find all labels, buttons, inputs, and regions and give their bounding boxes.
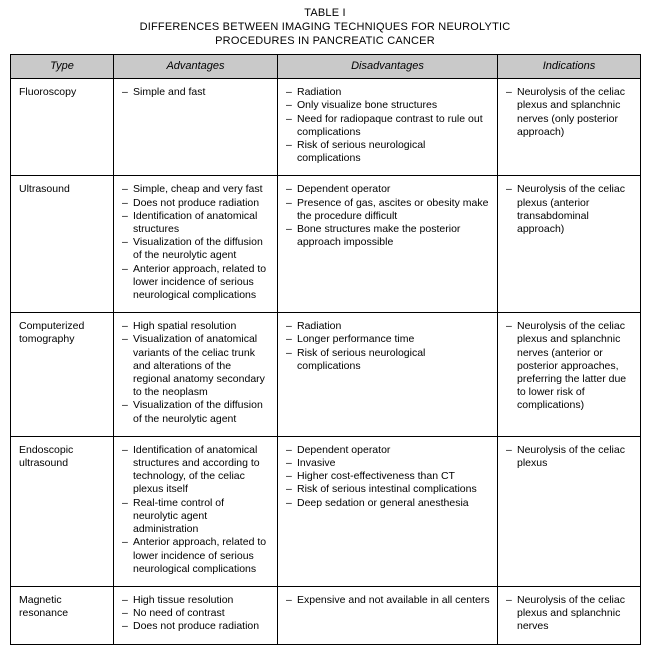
table-body: [11, 79, 641, 644]
column-header-indications: Indications: [498, 55, 641, 79]
cell-type: Ultrasound: [11, 176, 114, 313]
list-item: – Anterior approach, related to lower incidence of serious neurological complications: [122, 263, 271, 303]
disadvantages-list: [286, 444, 491, 510]
list-item: – Longer performance time: [286, 333, 491, 346]
list-item: – Visualization of the diffusion of the neurolytic agent: [122, 399, 271, 425]
advantages-list: [122, 183, 271, 302]
list-item: – Neurolysis of the celiac plexus and splanchnic nerves (only posterior approach): [506, 86, 634, 139]
list-item: – Neurolysis of the celiac plexus (anterior transabdominal approach): [506, 183, 634, 236]
cell-disadvantages: [278, 313, 498, 437]
table-caption: [10, 6, 640, 48]
disadvantages-list: [286, 594, 491, 607]
list-item: – Does not produce radiation: [122, 197, 271, 210]
list-item: – Simple and fast: [122, 86, 271, 99]
cell-advantages: [114, 313, 278, 437]
indications-list: [506, 86, 634, 139]
list-item: – Only visualize bone structures: [286, 99, 491, 112]
cell-disadvantages: [278, 586, 498, 644]
list-item: – Radiation: [286, 86, 491, 99]
list-item: – No need of contrast: [122, 607, 271, 620]
cell-disadvantages: [278, 79, 498, 176]
table-title-line-1: DIFFERENCES BETWEEN IMAGING TECHNIQUES FOR NEUROLYTIC: [139, 21, 511, 33]
cell-indications: [498, 436, 641, 586]
list-item: – Higher cost-effectiveness than CT: [286, 470, 491, 483]
list-item: – Neurolysis of the celiac plexus and splanchnic nerves (anterior or posterior approaches, preferring the latter due to lower risk of complications): [506, 320, 634, 412]
indications-list: [506, 183, 634, 236]
indications-list: [506, 320, 634, 412]
cell-type: Magnetic resonance: [11, 586, 114, 644]
indications-list: [506, 444, 634, 470]
column-header-type: Type: [11, 55, 114, 79]
list-item: – Invasive: [286, 457, 491, 470]
list-item: – Deep sedation or general anesthesia: [286, 497, 491, 510]
cell-advantages: [114, 79, 278, 176]
table-title-line-2: PROCEDURES IN PANCREATIC CANCER: [215, 35, 435, 47]
cell-disadvantages: [278, 176, 498, 313]
list-item: – Dependent operator: [286, 183, 491, 196]
advantages-list: [122, 594, 271, 634]
list-item: – High tissue resolution: [122, 594, 271, 607]
table-row: [11, 176, 641, 313]
list-item: – Real-time control of neurolytic agent administration: [122, 497, 271, 537]
list-item: – Risk of serious neurological complications: [286, 347, 491, 373]
list-item: – Neurolysis of the celiac plexus: [506, 444, 634, 470]
list-item: – Visualization of anatomical variants of the celiac trunk and alterations of the regional anatomy secondary to the neoplasm: [122, 333, 271, 399]
advantages-list: [122, 444, 271, 576]
column-header-advantages: Advantages: [114, 55, 278, 79]
cell-advantages: [114, 586, 278, 644]
cell-indications: [498, 79, 641, 176]
cell-disadvantages: [278, 436, 498, 586]
comparison-table: [10, 54, 641, 645]
disadvantages-list: [286, 183, 491, 249]
column-header-disadvantages: Disadvantages: [278, 55, 498, 79]
advantages-list: [122, 86, 271, 99]
list-item: – Simple, cheap and very fast: [122, 183, 271, 196]
cell-indications: [498, 586, 641, 644]
cell-indications: [498, 176, 641, 313]
indications-list: [506, 594, 634, 634]
list-item: – Risk of serious intestinal complications: [286, 483, 491, 496]
cell-type: Computerized tomography: [11, 313, 114, 437]
list-item: – Neurolysis of the celiac plexus and splanchnic nerves: [506, 594, 634, 634]
cell-advantages: [114, 436, 278, 586]
cell-indications: [498, 313, 641, 437]
disadvantages-list: [286, 320, 491, 373]
cell-type: Fluoroscopy: [11, 79, 114, 176]
list-item: – Radiation: [286, 320, 491, 333]
cell-advantages: [114, 176, 278, 313]
table-row: [11, 79, 641, 176]
list-item: – Bone structures make the posterior approach impossible: [286, 223, 491, 249]
list-item: – Need for radiopaque contrast to rule out complications: [286, 113, 491, 139]
table-header-row: [11, 55, 641, 79]
advantages-list: [122, 320, 271, 426]
list-item: – Identification of anatomical structures: [122, 210, 271, 236]
table-header: [11, 55, 641, 79]
list-item: – Presence of gas, ascites or obesity make the procedure difficult: [286, 197, 491, 223]
disadvantages-list: [286, 86, 491, 165]
list-item: – Dependent operator: [286, 444, 491, 457]
list-item: – Visualization of the diffusion of the neurolytic agent: [122, 236, 271, 262]
list-item: – Does not produce radiation: [122, 620, 271, 633]
list-item: – Identification of anatomical structures and according to technology, of the celiac plexus itself: [122, 444, 271, 497]
list-item: – High spatial resolution: [122, 320, 271, 333]
cell-type: Endoscopic ultrasound: [11, 436, 114, 586]
list-item: – Anterior approach, related to lower incidence of serious neurological complications: [122, 536, 271, 576]
table-row: [11, 586, 641, 644]
table-number: TABLE I: [304, 7, 346, 19]
table-row: [11, 313, 641, 437]
table-row: [11, 436, 641, 586]
list-item: – Expensive and not available in all centers: [286, 594, 491, 607]
list-item: – Risk of serious neurological complications: [286, 139, 491, 165]
